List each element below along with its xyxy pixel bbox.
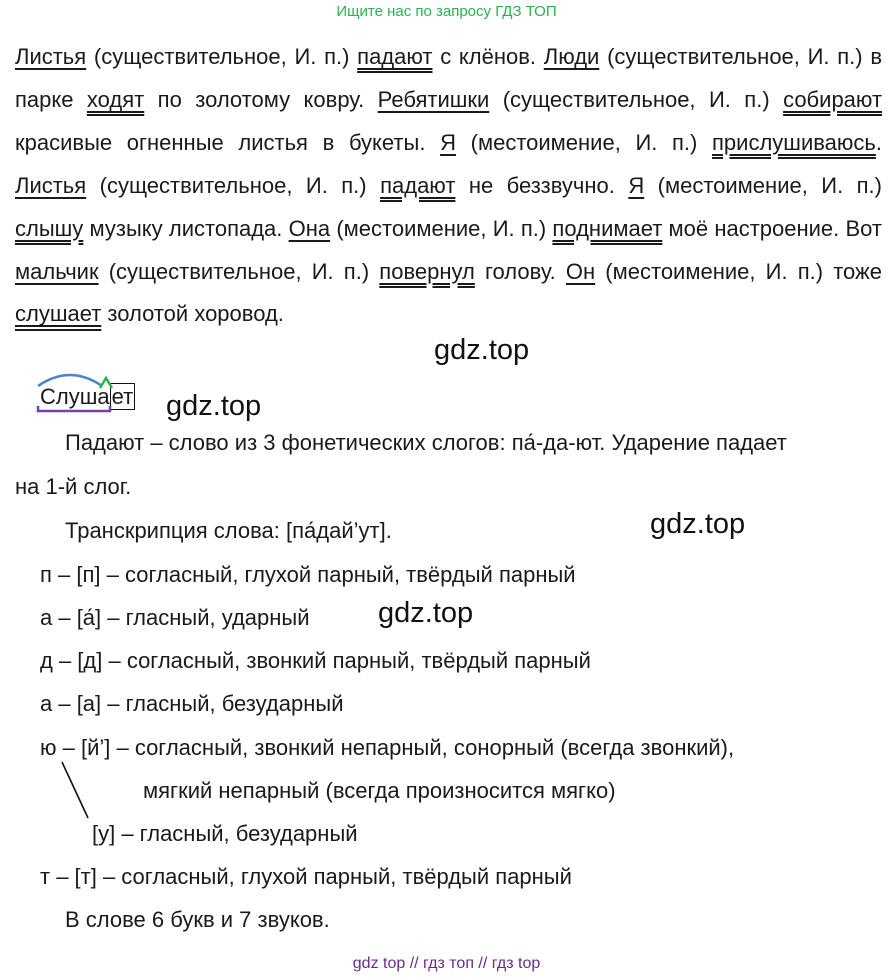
predicate-word: слушает [15, 301, 102, 327]
predicate-word: собирают [783, 86, 883, 112]
subject-word: Листья [15, 172, 87, 198]
subject-word: Листья [15, 44, 87, 69]
predicate-word: поднимает [552, 215, 663, 241]
text-fragment: музыку листопада. [83, 215, 289, 241]
predicate-word: падают [380, 172, 456, 198]
letter-line: п – [п] – согласный, глухой парный, твёрдый парный [40, 562, 576, 587]
letter-line-cont: мягкий непарный (всегда произносится мягко) [143, 778, 616, 803]
predicate-word: слышу [15, 215, 84, 241]
letter-line: т – [т] – согласный, глухой парный, твёрдый парный [40, 864, 572, 889]
text-fragment: (местоимение, И. п.) [644, 172, 882, 198]
exercise-paragraph [15, 36, 882, 336]
text-fragment: (существительное, И. п.) [86, 172, 381, 198]
subject-word: Люди [543, 44, 600, 69]
watermark: gdz.top [434, 334, 530, 366]
text-fragment: (существительное, И. п.) в парке [15, 44, 883, 112]
subject-word: Я [628, 172, 645, 198]
predicate-word: повернул [379, 258, 475, 284]
watermark: gdz.top [166, 390, 262, 422]
text-fragment: (существительное, И. п.) [489, 86, 784, 112]
text-fragment: с клёнов. [432, 44, 544, 69]
text-fragment: (существительное, И. п.) [98, 258, 380, 284]
text-fragment: (существительное, И. п.) [86, 44, 358, 69]
footer-links: gdz top // гдз топ // гдз top [352, 955, 541, 972]
morpheme-analysis [40, 384, 135, 410]
letter-line: д – [д] – согласный, звонкий парный, твёрдый парный [40, 648, 591, 673]
text-fragment: моё настроение. Вот [662, 215, 882, 241]
text-fragment: не беззвучно. [455, 172, 629, 198]
text-fragment: (местоимение, И. п.) тоже [595, 258, 882, 284]
watermark: gdz.top [650, 508, 746, 540]
word-root: Слуша [40, 384, 110, 409]
letter-line: ю – [й’] – согласный, звонкий непарный, сонорный (всегда звонкий), [40, 735, 735, 760]
text-fragment: по золотому ковру. [144, 86, 378, 112]
predicate-word: ходят [86, 86, 145, 112]
subject-word: мальчик [15, 258, 99, 284]
subject-word: Он [565, 258, 596, 284]
letter-line: [у] – гласный, безударный [92, 821, 358, 846]
search-hint: Ищите нас по запросу ГДЗ ТОП [336, 3, 557, 20]
syllables-line-cont: на 1-й слог. [15, 474, 132, 499]
text-fragment: (местоимение, И. п.) [330, 215, 553, 241]
predicate-word: прислушиваюсь [712, 129, 876, 155]
subject-word: Я [440, 129, 456, 155]
subject-word: Ребятишки [377, 86, 490, 112]
watermark: gdz.top [378, 597, 474, 629]
letter-line: а – [а] – гласный, безударный [40, 691, 344, 716]
predicate-word: падают [357, 44, 433, 69]
text-fragment: голову. [474, 258, 566, 284]
text-fragment: красивые огненные листья в букеты. [15, 129, 441, 155]
text-fragment: золотой хоровод. [101, 301, 284, 327]
text-fragment: . [875, 129, 882, 155]
transcription-line: Транскрипция слова: [па́дай’ут]. [65, 518, 392, 543]
sound-branch-line [60, 760, 94, 822]
word-ending: ет [111, 384, 134, 409]
letter-line: а – [а́] – гласный, ударный [40, 605, 310, 630]
summary-line: В слове 6 букв и 7 звуков. [65, 907, 330, 932]
subject-word: Она [288, 215, 331, 241]
syllables-line: Падают – слово из 3 фонетических слогов: па́-да-ют. Ударение падает [65, 430, 787, 455]
text-fragment: (местоимение, И. п.) [455, 129, 713, 155]
